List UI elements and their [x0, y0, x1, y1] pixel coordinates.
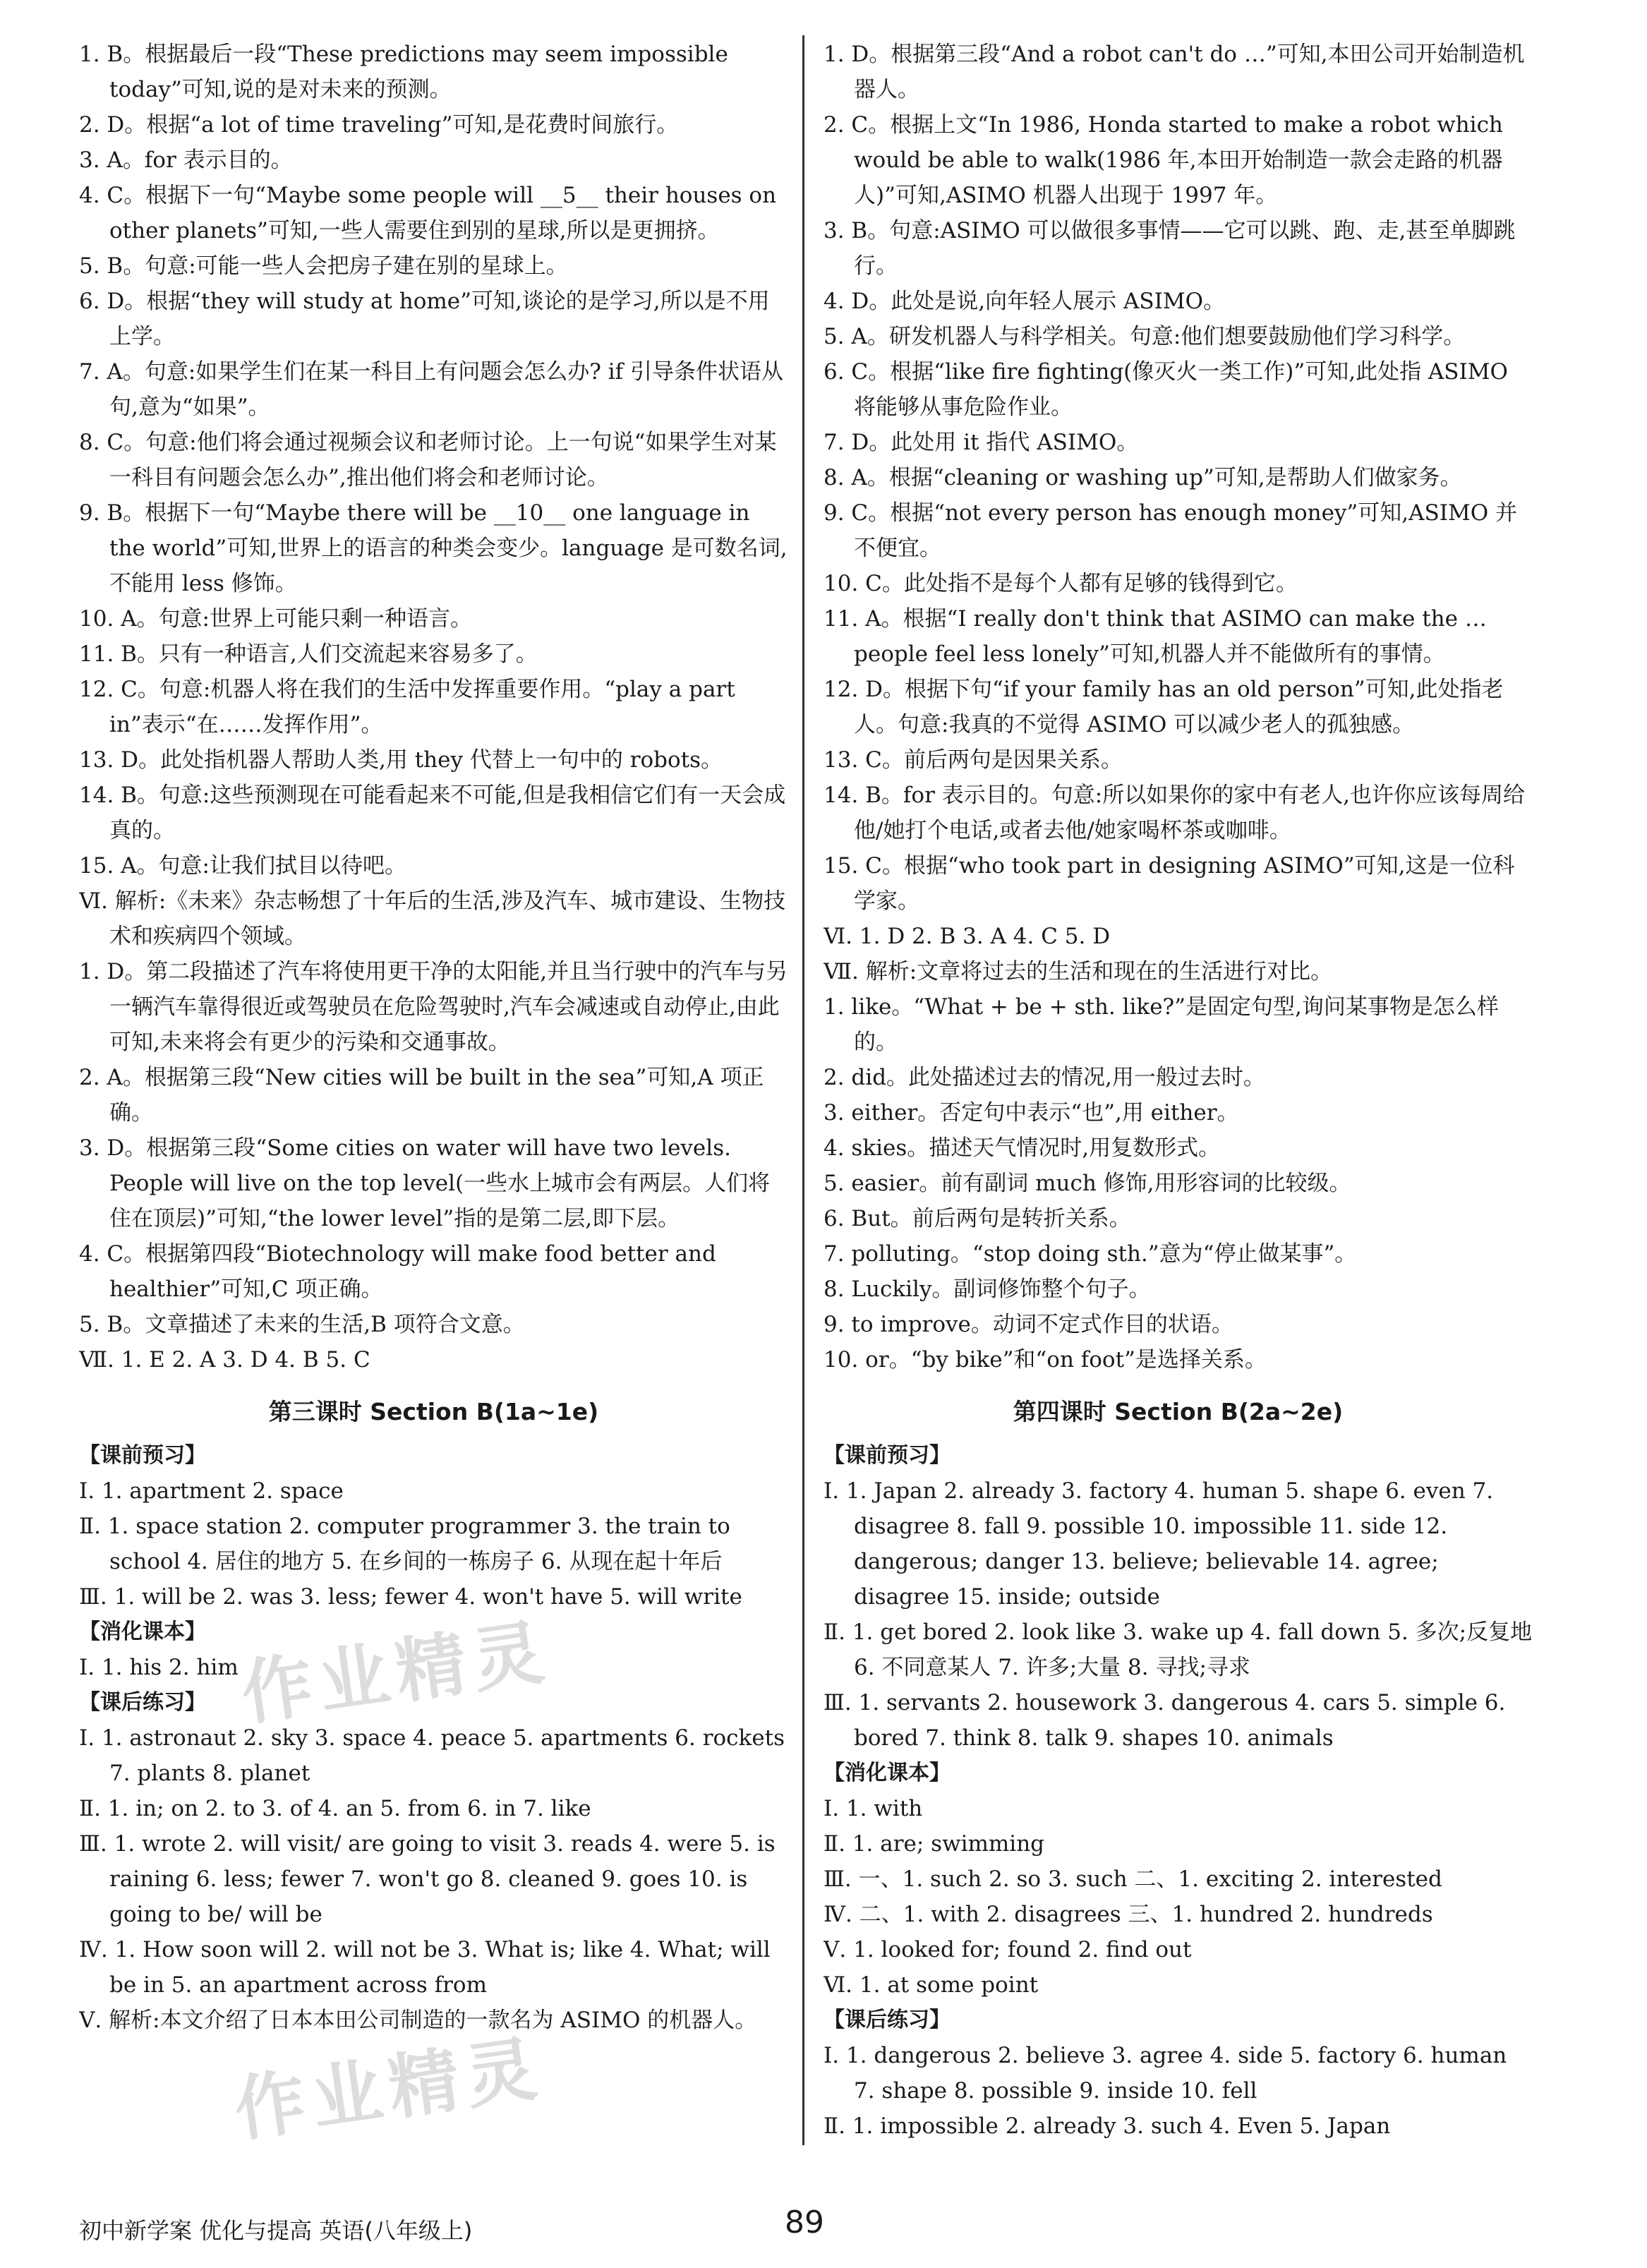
watermark: 作业精灵: [236, 1610, 556, 1735]
answer-item: 7. A。句意:如果学生们在某一科目上有问题会怎么办? if 引导条件状语从句,意为“如果”。: [79, 359, 783, 420]
answer-item: 2. did。此处描述过去的情况,用一般过去时。: [824, 1065, 1265, 1090]
answer-item: Ⅰ. 1. his 2. him: [79, 1655, 239, 1680]
page-number: 89: [785, 2204, 824, 2240]
answer-item: 5. A。研发机器人与科学相关。句意:他们想要鼓励他们学习科学。: [824, 324, 1466, 349]
answer-item: 2. A。根据第三段“New cities will be built in the sea”可知,A 项正确。: [79, 1065, 764, 1126]
answer-item: 13. C。前后两句是因果关系。: [824, 747, 1123, 773]
answer-item: Ⅰ. 1. Japan 2. already 3. factory 4. human 5. shape 6. even 7. disagree 8. fall 9. possible 10. impossible 11. side 12. dangerous; danger 13. believe; believable 14. agree; disagree 15. inside; outside: [824, 1478, 1494, 1610]
subsection-label: 【课后练习】: [79, 1690, 206, 1715]
answer-item: 4. C。根据下一句“Maybe some people will __5__ their houses on other planets”可知,一些人需要住到别的星球,所以是更拥挤。: [79, 183, 777, 243]
subsection-label: 【消化课本】: [79, 1619, 206, 1644]
answer-item: Ⅳ. 二、1. with 2. disagrees 三、1. hundred 2. hundreds: [824, 1902, 1433, 1927]
answer-item: 2. C。根据上文“In 1986, Honda started to make a robot which would be able to walk(1986 年,本田开始制造一款会走路的机器人)”可知,ASIMO 机器人出现于 1997 年。: [824, 112, 1503, 208]
section-heading: 第四课时 Section B(2a~2e): [1013, 1398, 1344, 1425]
answer-item: 5. B。句意:可能一些人会把房子建在别的星球上。: [79, 253, 568, 279]
answer-item: 12. C。句意:机器人将在我们的生活中发挥重要作用。“play a part in”表示“在……发挥作用”。: [79, 677, 735, 737]
answer-item: 2. D。根据“a lot of time traveling”可知,是花费时间旅行。: [79, 112, 679, 138]
answer-item: 3. either。否定句中表示“也”,用 either。: [824, 1100, 1239, 1126]
answer-item: Ⅶ. 1. E 2. A 3. D 4. B 5. C: [79, 1347, 370, 1373]
watermark: 作业精灵: [229, 2026, 549, 2152]
answer-item: Ⅰ. 1. apartment 2. space: [79, 1478, 344, 1504]
answer-item: Ⅱ. 1. in; on 2. to 3. of 4. an 5. from 6. in 7. like: [79, 1796, 591, 1821]
answer-item: 6. C。根据“like fire fighting(像灭火一类工作)”可知,此处指 ASIMO 将能够从事危险作业。: [824, 359, 1508, 420]
right-column: [824, 37, 1533, 2144]
answer-item: Ⅴ. 解析:本文介绍了日本本田公司制造的一款名为 ASIMO 的机器人。: [79, 2008, 757, 2033]
answer-item: 9. C。根据“not every person has enough money”可知,ASIMO 并不便宜。: [824, 500, 1518, 561]
answer-item: 5. B。文章描述了未来的生活,B 项符合文意。: [79, 1312, 525, 1337]
answer-item: Ⅱ. 1. impossible 2. already 3. such 4. Even 5. Japan: [824, 2113, 1391, 2139]
answer-item: 14. B。句意:这些预测现在可能看起来不可能,但是我相信它们有一天会成真的。: [79, 783, 786, 843]
subsection-label: 【消化课本】: [824, 1761, 951, 1785]
section-heading: 第三课时 Section B(1a~1e): [268, 1398, 599, 1425]
answer-item: 5. easier。前有副词 much 修饰,用形容词的比较级。: [824, 1171, 1351, 1196]
answer-item: 1. D。根据第三段“And a robot can't do …”可知,本田公司开始制造机器人。: [824, 42, 1525, 102]
answer-item: 14. B。for 表示目的。句意:所以如果你的家中有老人,也许你应该每周给他/她打个电话,或者去他/她家喝杯茶或咖啡。: [824, 783, 1526, 843]
answer-item: 10. A。句意:世界上可能只剩一种语言。: [79, 606, 472, 632]
answer-item: Ⅲ. 1. wrote 2. will visit/ are going to visit 3. reads 4. were 5. is raining 6. less; fewer 7. won't go 8. cleaned 9. goes 10. is going to be/ will be: [79, 1831, 776, 1927]
answer-item: 8. A。根据“cleaning or washing up”可知,是帮助人们做家务。: [824, 465, 1462, 490]
answer-item: 13. D。此处指机器人帮助人类,用 they 代替上一句中的 robots。: [79, 747, 723, 773]
answer-item: 15. A。句意:让我们拭目以待吧。: [79, 853, 406, 879]
answer-item: 3. A。for 表示目的。: [79, 147, 293, 173]
answer-item: Ⅳ. 1. How soon will 2. will not be 3. What is; like 4. What; will be in 5. an apartment across from: [79, 1937, 771, 1998]
answer-item: Ⅰ. 1. astronaut 2. sky 3. space 4. peace 5. apartments 6. rockets 7. plants 8. planet: [79, 1725, 785, 1786]
answer-item: Ⅲ. 1. servants 2. housework 3. dangerous 4. cars 5. simple 6. bored 7. think 8. talk 9. shapes 10. animals: [824, 1690, 1506, 1751]
answer-item: 4. C。根据第四段“Biotechnology will make food better and healthier”可知,C 项正确。: [79, 1241, 716, 1302]
answer-item: 3. D。根据第三段“Some cities on water will have two levels. People will live on the top level(一些水上城市会有两层。人们将住在顶层)”可知,“the lower level”指的是第二层,即下层。: [79, 1135, 771, 1231]
answer-item: 4. D。此处是说,向年轻人展示 ASIMO。: [824, 289, 1226, 314]
book-title: 初中新学案 优化与提高 英语(八年级上): [79, 2217, 473, 2244]
subsection-label: 【课前预习】: [79, 1443, 206, 1468]
answer-item: Ⅱ. 1. are; swimming: [824, 1831, 1045, 1857]
answer-item: Ⅴ. 1. looked for; found 2. find out: [824, 1937, 1192, 1962]
answer-item: Ⅵ. 解析:《未来》杂志畅想了十年后的生活,涉及汽车、城市建设、生物技术和疾病四个领域。: [79, 888, 786, 949]
answer-item: Ⅶ. 解析:文章将过去的生活和现在的生活进行对比。: [824, 959, 1333, 984]
answer-item: 7. D。此处用 it 指代 ASIMO。: [824, 430, 1139, 455]
answer-item: 7. polluting。“stop doing sth.”意为“停止做某事”。: [824, 1241, 1357, 1267]
left-column: [79, 37, 788, 2038]
answer-item: Ⅰ. 1. with: [824, 1796, 923, 1821]
answer-item: Ⅵ. 1. at some point: [824, 1972, 1039, 1998]
column-divider: [802, 35, 804, 2145]
answer-item: Ⅵ. 1. D 2. B 3. A 4. C 5. D: [824, 924, 1111, 949]
answer-item: 12. D。根据下句“if your family has an old person”可知,此处指老人。句意:我真的不觉得 ASIMO 可以减少老人的孤独感。: [824, 677, 1504, 737]
answer-item: Ⅱ. 1. get bored 2. look like 3. wake up 4. fall down 5. 多次;反复地 6. 不同意某人 7. 许多;大量 8. 寻找;寻求: [824, 1619, 1533, 1680]
subsection-label: 【课前预习】: [824, 1443, 951, 1468]
answer-item: Ⅲ. 1. will be 2. was 3. less; fewer 4. won't have 5. will write: [79, 1584, 742, 1610]
answer-item: 10. or。“by bike”和“on foot”是选择关系。: [824, 1347, 1267, 1373]
subsection-label: 【课后练习】: [824, 2008, 951, 2032]
answer-item: 8. Luckily。副词修饰整个句子。: [824, 1277, 1151, 1302]
answer-item: Ⅱ. 1. space station 2. computer programmer 3. the train to school 4. 居住的地方 5. 在乡间的一栋房子 6. 从现在起十年后: [79, 1514, 730, 1574]
answer-item: 1. D。第二段描述了汽车将使用更干净的太阳能,并且当行驶中的汽车与另一辆汽车靠得很近或驾驶员在危险驾驶时,汽车会减速或自动停止,由此可知,未来将会有更少的污染和交通事故。: [79, 959, 788, 1055]
answer-item: 3. B。句意:ASIMO 可以做很多事情——它可以跳、跑、走,甚至单脚跳行。: [824, 218, 1516, 279]
answer-item: Ⅲ. 一、1. such 2. so 3. such 二、1. exciting 2. interested: [824, 1866, 1442, 1892]
answer-item: 11. A。根据“I really don't think that ASIMO can make the … people feel less lonely”可知,机器人并不能做所有的事情。: [824, 606, 1487, 667]
answer-item: 9. B。根据下一句“Maybe there will be __10__ one language in the world”可知,世界上的语言的种类会变少。language 是可数名词,不能用 less 修饰。: [79, 500, 788, 596]
answer-item: 15. C。根据“who took part in designing ASIMO”可知,这是一位科学家。: [824, 853, 1515, 914]
answer-item: 9. to improve。动词不定式作目的状语。: [824, 1312, 1233, 1337]
answer-item: 1. like。“What + be + sth. like?”是固定句型,询问某事物是怎么样的。: [824, 994, 1499, 1055]
answer-item: Ⅰ. 1. dangerous 2. believe 3. agree 4. side 5. factory 6. human 7. shape 8. possible 9. inside 10. fell: [824, 2043, 1507, 2104]
answer-item: 4. skies。描述天气情况时,用复数形式。: [824, 1135, 1221, 1161]
answer-item: 11. B。只有一种语言,人们交流起来容易多了。: [79, 641, 538, 667]
answer-item: 6. But。前后两句是转折关系。: [824, 1206, 1131, 1231]
page-footer: [79, 2204, 1568, 2248]
answer-item: 8. C。句意:他们将会通过视频会议和老师讨论。上一句说“如果学生对某一科目有问题会怎么办”,推出他们将会和老师讨论。: [79, 430, 777, 490]
answer-item: 6. D。根据“they will study at home”可知,谈论的是学习,所以是不用上学。: [79, 289, 770, 349]
answer-item: 10. C。此处指不是每个人都有足够的钱得到它。: [824, 571, 1298, 596]
answer-item: 1. B。根据最后一段“These predictions may seem impossible today”可知,说的是对未来的预测。: [79, 42, 728, 102]
